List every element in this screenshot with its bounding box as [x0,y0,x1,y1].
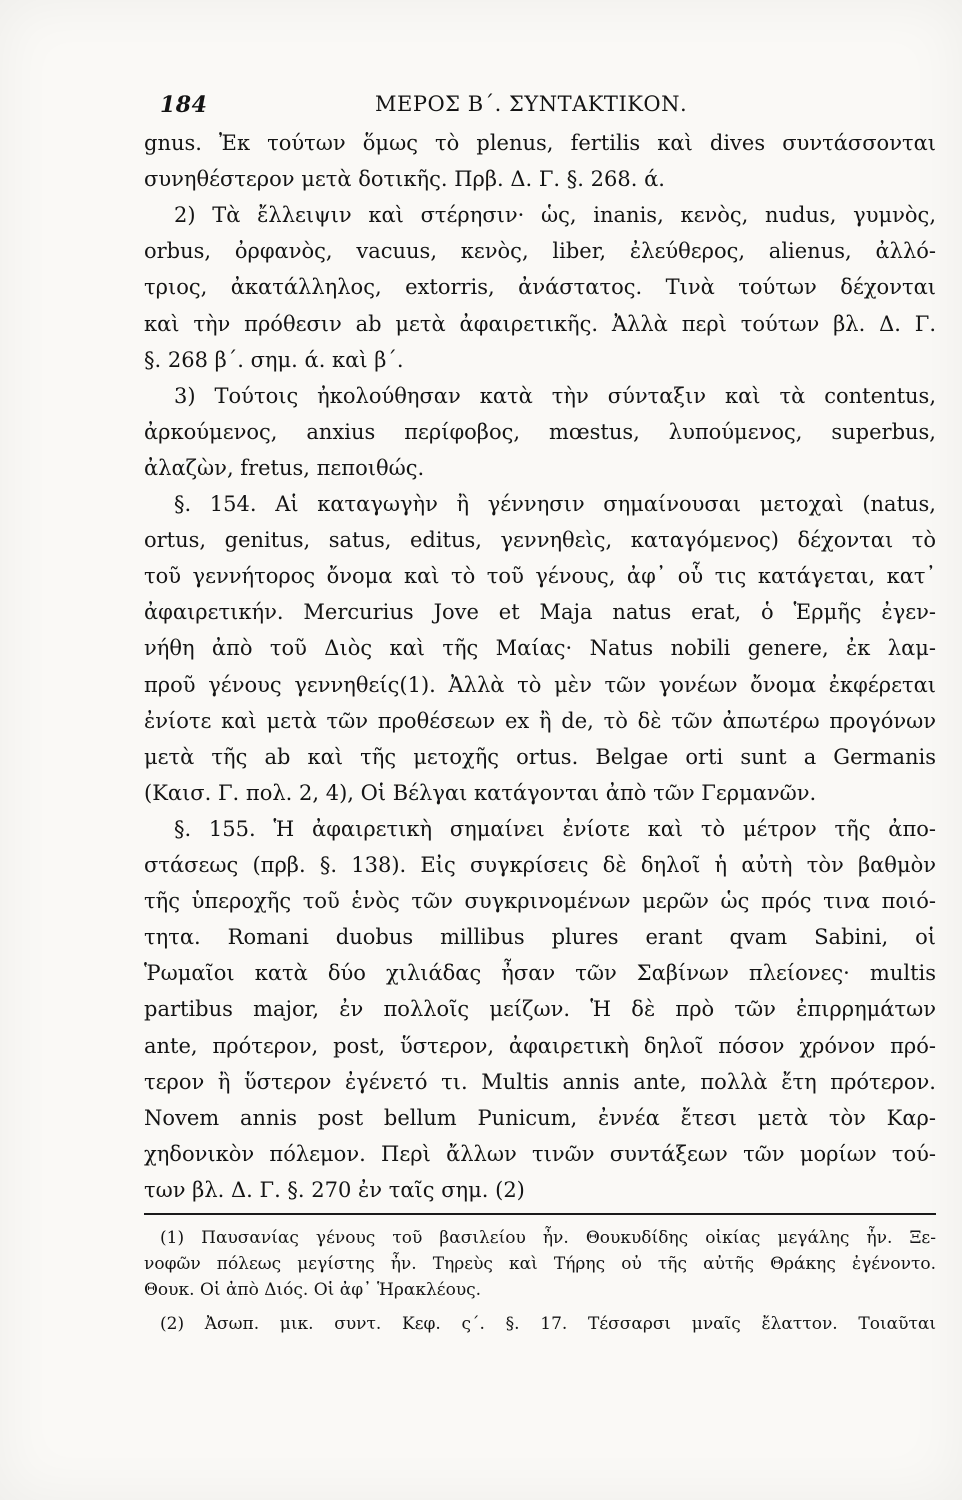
text-line: ἀφαιρετικήν. Mercurius Jove et Maja natus erat, ὁ Ἑρμῆς ἐγεν- [144,600,936,625]
text-line: νήθη ἀπὸ τοῦ Διὸς καὶ τῆς Μαίας· Natus nobili genere, ἐκ λαμ- [144,636,936,661]
footnote-line: νοφῶν πόλεως μεγίστης ἦν. Τηρεὺς καὶ Τήρης οὐ τῆς αὐτῆς Θράκης ἐγένοντο. [144,1254,936,1274]
text-line: §. 155. Ἡ ἀφαιρετικὴ σημαίνει ἐνίοτε καὶ τὸ μέτρον τῆς ἀπο- [174,816,936,841]
text-line: τοῦ γεννήτορος ὄνομα καὶ τὸ τοῦ γένους, ἀφ᾽ οὗ τις κατάγεται, κατ᾽ [144,564,936,589]
text-line: (Καισ. Γ. πολ. 2, 4), Οἱ Βέλγαι κατάγονται ἀπὸ τῶν Γερμανῶν. [144,780,817,805]
text-line: ἀλαζὼν, fretus, πεποιθώς. [144,455,425,480]
text-line: Novem annis post bellum Punicum, ἐννέα ἔτεσι μετὰ τὸν Καρ- [144,1105,936,1130]
footnote-line: Θουκ. Οἱ ἀπὸ Διός. Οἱ ἀφ᾽ Ἡρακλέους. [144,1280,482,1300]
text-line: τριος, ἀκατάλληλος, extorris, ἀνάστατος. Τινὰ τούτων δέχονται [144,275,936,300]
text-line: των βλ. Δ. Γ. §. 270 ἐν ταῖς σημ. (2) [144,1177,525,1202]
text-line: συνηθέστερον μετὰ δοτικῆς. Πρβ. Δ. Γ. §. 268. ά. [144,167,665,192]
page-number: 184 [160,92,208,118]
text-line: partibus major, ἐν πολλοῖς μείζων. Ἡ δὲ πρὸ τῶν ἐπιρρημάτων [144,997,936,1022]
text-line: ortus, genitus, satus, editus, γεννηθεὶς, καταγόμενος) δέχονται τὸ [144,528,936,553]
text-line: καὶ τὴν πρόθεσιν ab μετὰ ἀφαιρετικῆς. Ἀλλὰ περὶ τούτων βλ. Δ. Γ. [144,311,936,336]
running-head: ΜΕΡΟΣ Β΄. ΣΥΝΤΑΚΤΙΚΟΝ. [375,92,688,116]
text-line: orbus, ὀρφανὸς, vacuus, κενὸς, liber, ἐλεύθερος, alienus, ἀλλό- [144,239,936,264]
text-line: τητα. Romani duobus millibus plures erant qvam Sabini, οἱ [144,925,936,950]
footnote-rule [144,1213,936,1215]
text-line: ἐνίοτε καὶ μετὰ τῶν προθέσεων ex ἢ de, τὸ δὲ τῶν ἀπωτέρω προγόνων [144,708,936,733]
text-line: στάσεως (πρβ. §. 138). Εἰς συγκρίσεις δὲ δηλοῖ ἡ αὐτὴ τὸν βαθμὸν [144,853,936,877]
text-line: προῦ γένους γεννηθείς(1). Ἀλλὰ τὸ μὲν τῶν γονέων ὄνομα ἐκφέρεται [144,672,936,697]
page-header [150,92,930,124]
text-line: ἀρκούμενος, anxius περίφοβος, mœstus, λυπούμενος, superbus, [144,419,936,444]
text-line: 2) Τὰ ἔλλειψιν καὶ στέρησιν· ὡς, inanis, κενὸς, nudus, γυμνὸς, [174,203,936,228]
footnote-line: (2) Ἀσωπ. μικ. συντ. Κεφ. ς΄. §. 17. Τέσσαρσι μναῖς ἔλαττον. Τοιαῦται [160,1314,936,1334]
footnote-line: (1) Παυσανίας γένους τοῦ βασιλείου ἦν. Θουκυδίδης οἰκίας μεγάλης ἦν. Ξε- [160,1228,936,1248]
text-line: §. 154. Αἱ καταγωγὴν ἢ γέννησιν σημαίνουσαι μετοχαὶ (natus, [174,492,936,516]
text-line: §. 268 β΄. σημ. ά. καὶ β΄. [144,347,404,372]
text-line: Ῥωμαῖοι κατὰ δύο χιλιάδας ἦσαν τῶν Σαβίνων πλείονες· multis [144,961,936,986]
text-line: μετὰ τῆς ab καὶ τῆς μετοχῆς ortus. Belgae orti sunt a Germanis [144,744,936,769]
text-line: τῆς ὑπεροχῆς τοῦ ἑνὸς τῶν συγκρινομένων μερῶν ὡς πρός τινα ποιό- [144,889,936,914]
text-line: χηδονικὸν πόλεμον. Περὶ ἄλλων τινῶν συντάξεων τῶν μορίων τού- [144,1141,936,1166]
text-line: 3) Τούτοις ἠκολούθησαν κατὰ τὴν σύνταξιν καὶ τὰ contentus, [174,383,936,408]
text-line: ante, πρότερον, post, ὕστερον, ἀφαιρετικὴ δηλοῖ πόσον χρόνον πρό- [144,1033,936,1058]
text-line: gnus. Ἐκ τούτων ὅμως τὸ plenus, fertilis καὶ dives συντάσσονται [144,131,936,155]
text-line: τερον ἢ ὕστερον ἐγένετό τι. Multis annis ante, πολλὰ ἔτη πρότερον. [144,1069,936,1094]
